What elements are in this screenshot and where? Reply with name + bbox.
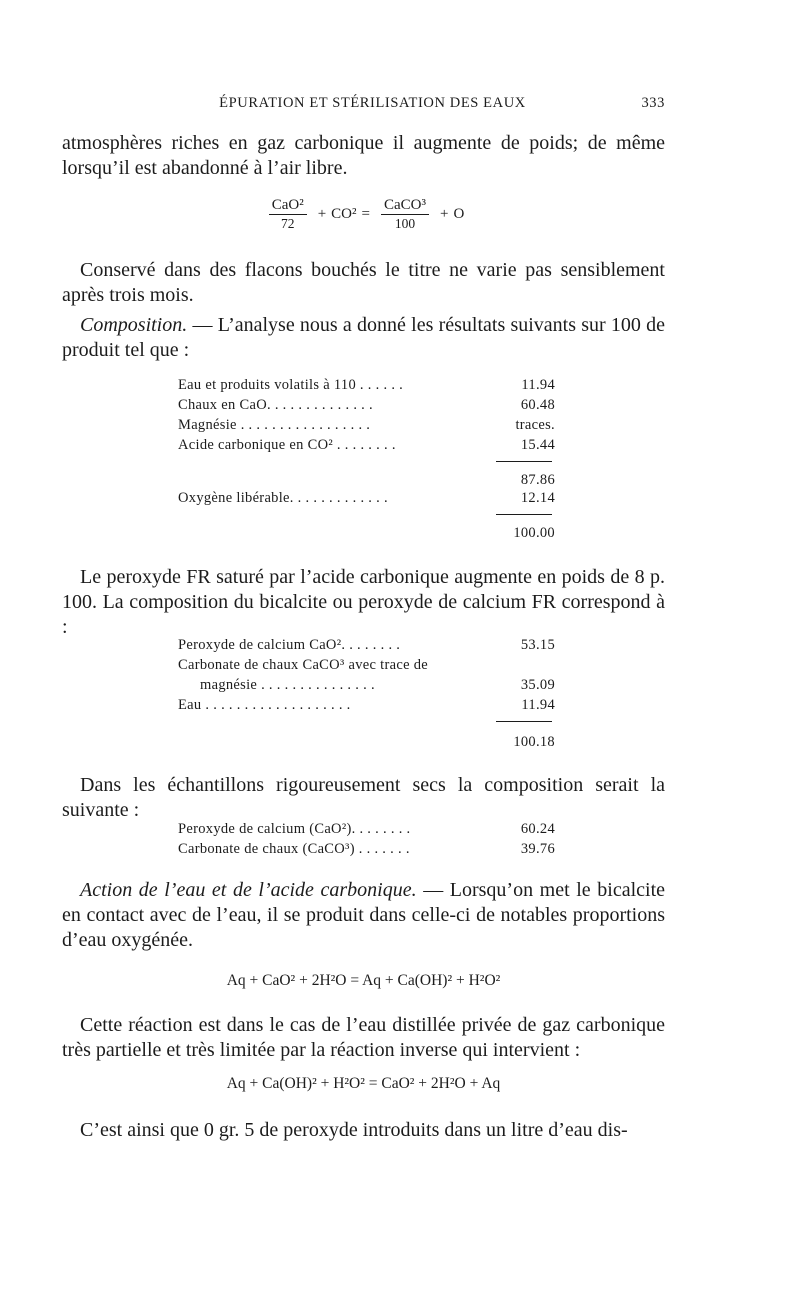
running-header: [80, 95, 665, 117]
equation-hydrolysis: Aq + CaO² + 2H²O = Aq + Ca(OH)² + H²O²: [226, 972, 501, 989]
sum-rule: [496, 461, 552, 462]
subtotal-row: 87.86: [520, 472, 555, 488]
table-row: Acide carbonique en CO² . . . . . . . . 15.44: [178, 437, 555, 453]
total-rule: [496, 514, 552, 515]
table-row: Carbonate de chaux CaCO³ avec trace de: [178, 657, 429, 673]
table-row: Eau et produits volatils à 110 . . . . . . 11.94: [178, 377, 555, 393]
equation-reverse-reaction: Aq + Ca(OH)² + H²O² = CaO² + 2H²O + Aq: [226, 1075, 501, 1092]
section-lead: Action de l’eau et de l’acide carbonique.: [80, 879, 417, 901]
fraction-cao2: $\frac{\text{CaO²}}{72}$: [269, 196, 307, 233]
table-row: Peroxyde de calcium (CaO²). . . . . . . . 60.24: [178, 821, 555, 837]
table-row: Oxygène libérable. . . . . . . . . . . . . 12.14: [178, 490, 555, 506]
table-row: Eau . . . . . . . . . . . . . . . . . . . 11.94: [178, 697, 555, 713]
paragraph-8: C’est ainsi que 0 gr. 5 de peroxyde introduits dans un litre d’eau dis-: [80, 1119, 628, 1141]
table-row: Peroxyde de calcium CaO². . . . . . . . 53.15: [178, 637, 555, 653]
paragraph-4: Le peroxyde FR saturé par l’acide carbonique augmente en poids de 8 p. 100. La composition du bicalcite ou peroxyde de calcium FR correspond à :: [62, 566, 665, 638]
fraction-caco3: $\frac{\text{CaCO³}}{100}$: [381, 196, 429, 233]
paragraph-2: Conservé dans des flacons bouchés le titre ne varie pas sensiblement après trois mois.: [62, 259, 665, 306]
analysis-table: [178, 377, 558, 547]
paragraph-6: Action de l’eau et de l’acide carbonique. — Lorsqu’on met le bicalcite en contact avec de l’eau, il se produit dans celle-ci de notables proportions d’eau oxygénée.: [62, 879, 665, 951]
page-number: 333: [641, 95, 665, 111]
paragraph-3: Composition. — L’analyse nous a donné les résultats suivants sur 100 de produit tel que :: [62, 314, 665, 361]
paragraph-7: Cette réaction est dans le cas de l’eau distillée privée de gaz carbonique très partielle et très limitée par la réaction inverse qui intervient :: [62, 1014, 665, 1061]
equation-calcium-peroxide-carbonation: $\frac{\text{CaO²}}{72}$ + CO² = $\frac{\text{CaCO³}}{100}$ + O: [62, 196, 665, 233]
dry-composition-table: [178, 821, 558, 863]
total-row: 100.00: [513, 525, 555, 541]
table-row: Chaux en CaO. . . . . . . . . . . . . . 60.48: [178, 397, 555, 413]
paragraph-1: atmosphères riches en gaz carbonique il augmente de poids; de même lorsqu’il est abandonné à l’air libre.: [62, 132, 665, 179]
paragraph-5: Dans les échantillons rigoureusement secs la composition serait la suivante :: [62, 774, 665, 821]
total-rule: [496, 721, 552, 722]
table-row: magnésie . . . . . . . . . . . . . . . 35.09: [200, 677, 555, 693]
total-row: 100.18: [513, 734, 555, 750]
table-row: Magnésie . . . . . . . . . . . . . . . . . traces.: [178, 417, 555, 433]
table-row: Carbonate de chaux (CaCO³) . . . . . . . 39.76: [178, 841, 555, 857]
section-lead: Composition.: [80, 314, 188, 336]
composition-table: [178, 637, 558, 757]
running-title: ÉPURATION ET STÉRILISATION DES EAUX: [219, 95, 526, 111]
